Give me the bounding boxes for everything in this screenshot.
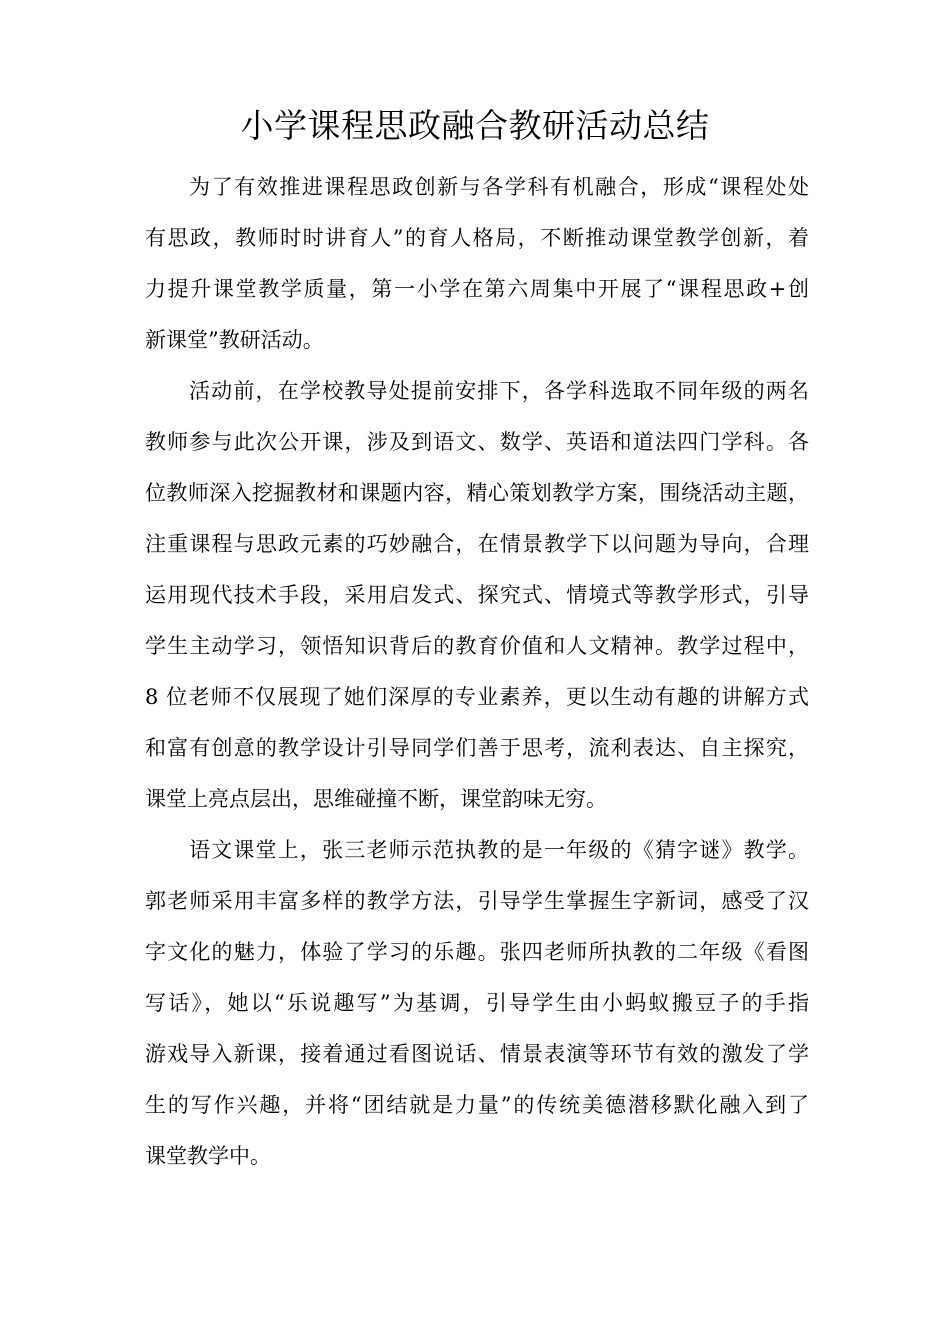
paragraph-line: 和富有创意的教学设计引导同学们善于思考，流利表达、自主探究， — [145, 736, 809, 760]
paragraph-line: 课堂教学中。 — [145, 1144, 271, 1168]
paragraph-3 — [145, 825, 809, 1182]
paragraph-1 — [145, 162, 809, 366]
document-body — [145, 162, 809, 1182]
paragraph-2 — [145, 366, 809, 825]
paragraph-line: 力提升课堂教学质量，第一小学在第六周集中开展了“课程思政+创 — [145, 277, 809, 301]
paragraph-line: 位教师深入挖掘教材和课题内容，精心策划教学方案，围绕活动主题， — [145, 481, 809, 505]
paragraph-line: 课堂上亮点层出，思维碰撞不断，课堂韵味无穷。 — [145, 787, 607, 811]
paragraph-line: 教师参与此次公开课，涉及到语文、数学、英语和道法四门学科。各 — [145, 430, 809, 454]
paragraph-line: 语文课堂上，张三老师示范执教的是一年级的《猜字谜》教学。 — [189, 838, 809, 862]
paragraph-line: 学生主动学习，领悟知识背后的教育价值和人文精神。教学过程中， — [145, 634, 809, 658]
document-title: 小学课程思政融合教研活动总结 — [240, 106, 710, 145]
paragraph-line: 有思政，教师时时讲育人”的育人格局，不断推动课堂教学创新，着 — [145, 226, 809, 250]
paragraph-line: 活动前，在学校教导处提前安排下，各学科选取不同年级的两名 — [189, 379, 809, 403]
paragraph-line: 注重课程与思政元素的巧妙融合，在情景教学下以问题为导向，合理 — [145, 532, 809, 556]
paragraph-line: 8 位老师不仅展现了她们深厚的专业素养，更以生动有趣的讲解方式 — [145, 685, 809, 709]
paragraph-line: 写话》，她以“乐说趣写”为基调，引导学生由小蚂蚁搬豆子的手指 — [145, 991, 809, 1015]
paragraph-line: 运用现代技术手段，采用启发式、探究式、情境式等教学形式，引导 — [145, 583, 809, 607]
paragraph-line: 为了有效推进课程思政创新与各学科有机融合，形成“课程处处 — [189, 175, 809, 199]
paragraph-line: 游戏导入新课，接着通过看图说话、情景表演等环节有效的激发了学 — [145, 1042, 809, 1066]
paragraph-line: 生的写作兴趣，并将“团结就是力量”的传统美德潜移默化融入到了 — [145, 1093, 809, 1117]
paragraph-line: 新课堂”教研活动。 — [145, 328, 324, 352]
paragraph-line: 字文化的魅力，体验了学习的乐趣。张四老师所执教的二年级《看图 — [145, 940, 809, 964]
paragraph-line: 郭老师采用丰富多样的教学方法，引导学生掌握生字新词，感受了汉 — [145, 889, 809, 913]
